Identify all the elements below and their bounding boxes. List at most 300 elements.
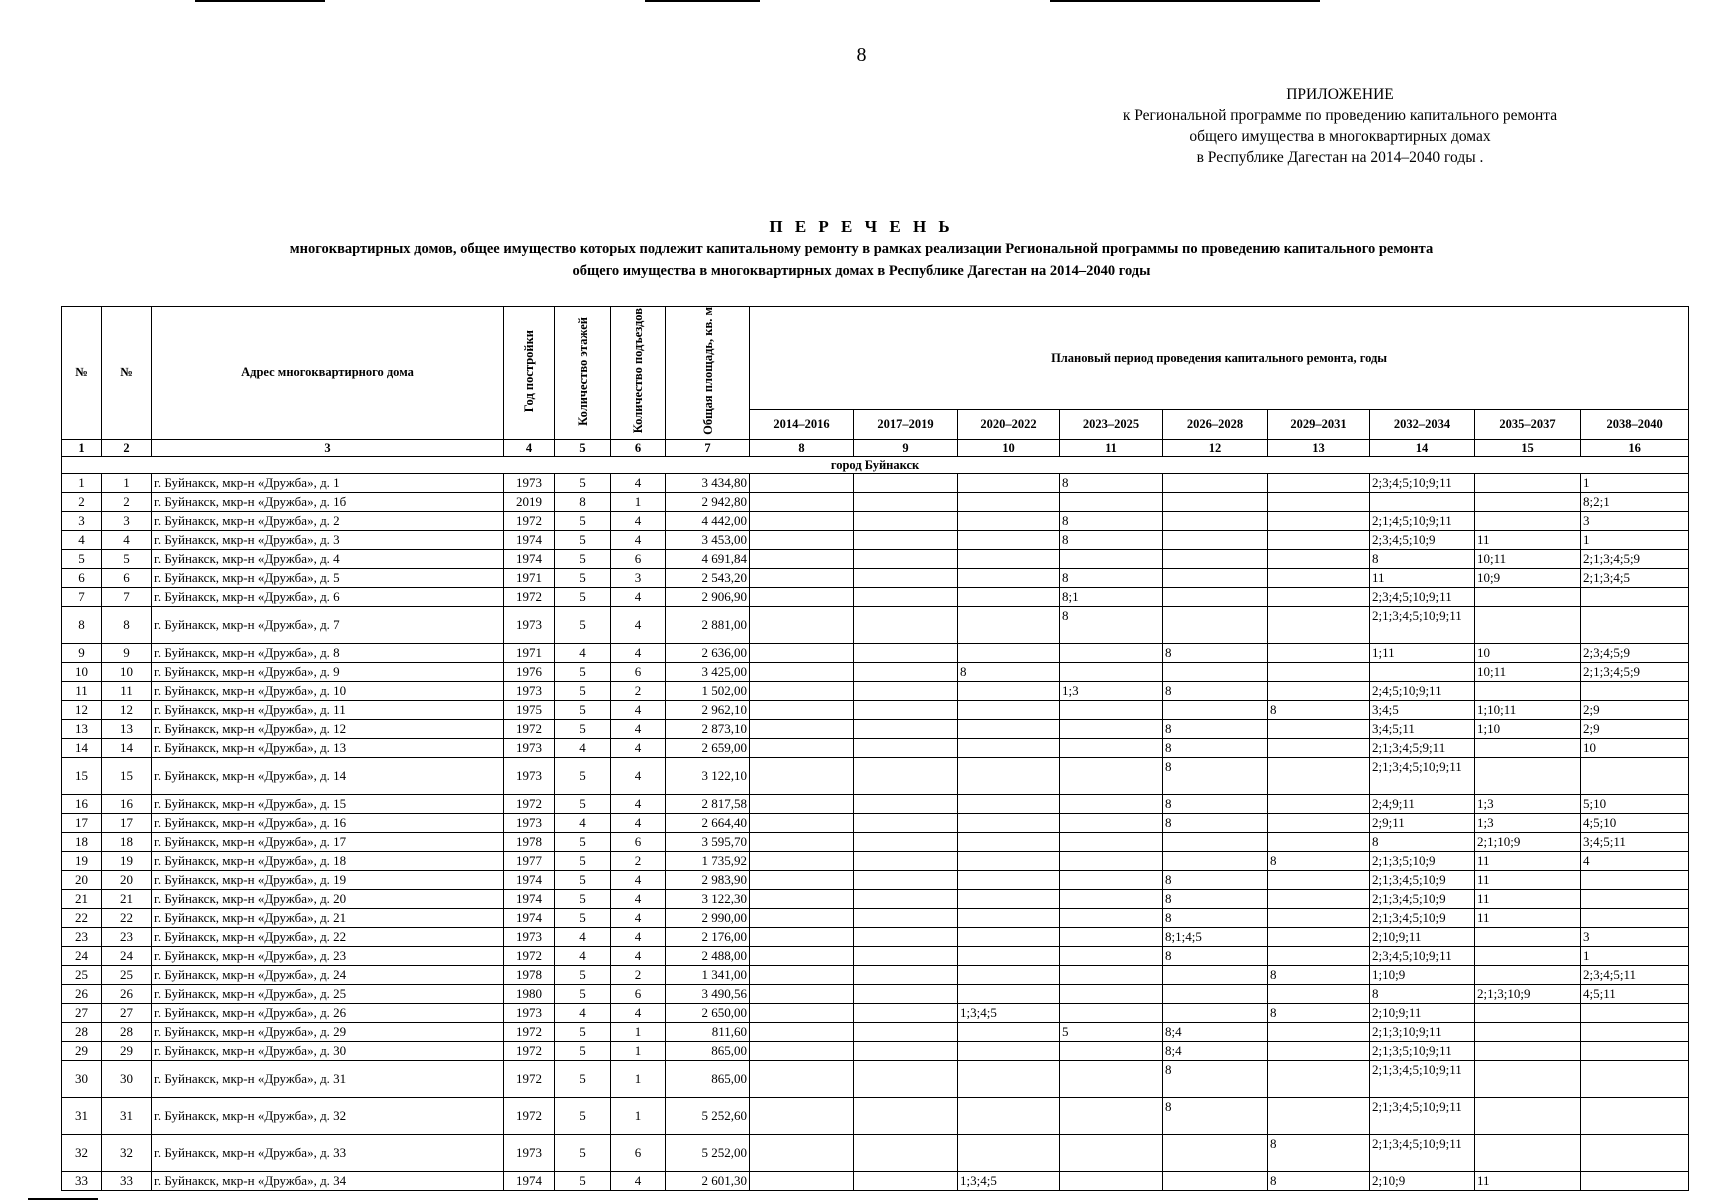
period-cell bbox=[1268, 1041, 1370, 1060]
period-cell: 2;1;3;4;5;10;9 bbox=[1370, 908, 1475, 927]
floors-cell: 5 bbox=[555, 568, 611, 587]
period-cell: 2;10;9;11 bbox=[1370, 1003, 1475, 1022]
period-cell bbox=[750, 1171, 854, 1190]
period-cell: 2;1;3;4;5 bbox=[1581, 568, 1689, 587]
entrances-cell: 4 bbox=[611, 643, 666, 662]
period-cell: 3;4;5;11 bbox=[1581, 832, 1689, 851]
period-cell bbox=[1268, 870, 1370, 889]
area-cell: 3 122,10 bbox=[666, 757, 750, 794]
period-cell: 2;4;9;11 bbox=[1370, 794, 1475, 813]
area-cell: 2 664,40 bbox=[666, 813, 750, 832]
period-header: 2020–2022 bbox=[958, 410, 1060, 439]
row-number: 23 bbox=[62, 927, 102, 946]
period-cell bbox=[1060, 889, 1163, 908]
floors-cell: 4 bbox=[555, 927, 611, 946]
period-cell bbox=[854, 832, 958, 851]
period-cell: 8 bbox=[1268, 1003, 1370, 1022]
period-cell bbox=[854, 965, 958, 984]
address-cell: г. Буйнакск, мкр-н «Дружба», д. 2 bbox=[152, 511, 504, 530]
period-cell bbox=[854, 757, 958, 794]
period-cell: 8;1 bbox=[1060, 587, 1163, 606]
floors-cell: 5 bbox=[555, 1041, 611, 1060]
area-cell: 2 817,58 bbox=[666, 794, 750, 813]
row-number-secondary: 22 bbox=[102, 908, 152, 927]
period-cell: 2;9;11 bbox=[1370, 813, 1475, 832]
area-cell: 3 595,70 bbox=[666, 832, 750, 851]
period-cell bbox=[1370, 662, 1475, 681]
period-cell bbox=[1581, 889, 1689, 908]
period-cell bbox=[1581, 606, 1689, 643]
header-no2: № bbox=[102, 307, 152, 440]
period-cell: 8 bbox=[1163, 1060, 1268, 1097]
period-cell bbox=[750, 606, 854, 643]
period-cell: 8;4 bbox=[1163, 1022, 1268, 1041]
period-cell bbox=[1475, 1060, 1581, 1097]
period-cell: 11 bbox=[1475, 908, 1581, 927]
area-cell: 1 341,00 bbox=[666, 965, 750, 984]
header-no1: № bbox=[62, 307, 102, 440]
floors-cell: 5 bbox=[555, 719, 611, 738]
period-cell bbox=[958, 549, 1060, 568]
row-number-secondary: 15 bbox=[102, 757, 152, 794]
table-row bbox=[62, 757, 1689, 794]
row-number: 13 bbox=[62, 719, 102, 738]
period-cell: 1;10;9 bbox=[1370, 965, 1475, 984]
period-cell: 8 bbox=[1268, 965, 1370, 984]
column-number: 14 bbox=[1370, 439, 1475, 456]
period-cell bbox=[1268, 606, 1370, 643]
period-cell bbox=[958, 643, 1060, 662]
floors-cell: 5 bbox=[555, 511, 611, 530]
address-cell: г. Буйнакск, мкр-н «Дружба», д. 29 bbox=[152, 1022, 504, 1041]
period-cell bbox=[1163, 1171, 1268, 1190]
row-number-secondary: 24 bbox=[102, 946, 152, 965]
period-cell: 8 bbox=[1163, 794, 1268, 813]
row-number: 4 bbox=[62, 530, 102, 549]
year-built-cell: 2019 bbox=[504, 492, 555, 511]
period-cell bbox=[750, 587, 854, 606]
period-cell bbox=[1060, 719, 1163, 738]
period-cell: 4 bbox=[1581, 851, 1689, 870]
year-built-cell: 1973 bbox=[504, 927, 555, 946]
period-cell: 2;1;3;4;5;10;9;11 bbox=[1370, 1134, 1475, 1171]
period-cell bbox=[1268, 832, 1370, 851]
period-cell bbox=[1060, 927, 1163, 946]
row-number-secondary: 5 bbox=[102, 549, 152, 568]
address-cell: г. Буйнакск, мкр-н «Дружба», д. 1б bbox=[152, 492, 504, 511]
table-row bbox=[62, 511, 1689, 530]
period-cell: 8 bbox=[1060, 473, 1163, 492]
row-number-secondary: 17 bbox=[102, 813, 152, 832]
period-cell bbox=[1475, 965, 1581, 984]
period-cell bbox=[750, 530, 854, 549]
period-cell: 3;4;5;11 bbox=[1370, 719, 1475, 738]
row-number-secondary: 32 bbox=[102, 1134, 152, 1171]
period-cell bbox=[750, 568, 854, 587]
year-built-cell: 1971 bbox=[504, 568, 555, 587]
period-header: 2026–2028 bbox=[1163, 410, 1268, 439]
period-cell bbox=[1581, 681, 1689, 700]
period-cell: 1;3 bbox=[1060, 681, 1163, 700]
year-built-cell: 1977 bbox=[504, 851, 555, 870]
year-built-cell: 1974 bbox=[504, 549, 555, 568]
period-cell: 2;3;4;5;11 bbox=[1581, 965, 1689, 984]
address-cell: г. Буйнакск, мкр-н «Дружба», д. 30 bbox=[152, 1041, 504, 1060]
period-cell bbox=[854, 568, 958, 587]
address-cell: г. Буйнакск, мкр-н «Дружба», д. 18 bbox=[152, 851, 504, 870]
table-row bbox=[62, 851, 1689, 870]
period-cell: 1;10 bbox=[1475, 719, 1581, 738]
period-cell bbox=[854, 927, 958, 946]
period-cell bbox=[1163, 549, 1268, 568]
entrances-cell: 4 bbox=[611, 719, 666, 738]
period-cell bbox=[958, 606, 1060, 643]
period-cell bbox=[854, 870, 958, 889]
period-cell bbox=[958, 1060, 1060, 1097]
column-number: 8 bbox=[750, 439, 854, 456]
floors-cell: 5 bbox=[555, 1097, 611, 1134]
period-cell bbox=[750, 1041, 854, 1060]
period-cell bbox=[854, 606, 958, 643]
period-cell bbox=[958, 1134, 1060, 1171]
row-number: 22 bbox=[62, 908, 102, 927]
area-cell: 2 176,00 bbox=[666, 927, 750, 946]
period-cell: 1;3 bbox=[1475, 813, 1581, 832]
area-cell: 3 425,00 bbox=[666, 662, 750, 681]
floors-cell: 5 bbox=[555, 1022, 611, 1041]
year-built-cell: 1974 bbox=[504, 889, 555, 908]
row-number: 11 bbox=[62, 681, 102, 700]
period-cell bbox=[750, 965, 854, 984]
row-number-secondary: 1 bbox=[102, 473, 152, 492]
period-cell bbox=[958, 927, 1060, 946]
period-cell bbox=[1268, 1060, 1370, 1097]
city-group-header: город Буйнакск bbox=[62, 456, 1689, 473]
row-number-secondary: 4 bbox=[102, 530, 152, 549]
row-number: 25 bbox=[62, 965, 102, 984]
address-cell: г. Буйнакск, мкр-н «Дружба», д. 13 bbox=[152, 738, 504, 757]
table-row bbox=[62, 738, 1689, 757]
period-cell: 11 bbox=[1475, 889, 1581, 908]
row-number-secondary: 28 bbox=[102, 1022, 152, 1041]
header-area bbox=[666, 307, 750, 440]
table-row bbox=[62, 662, 1689, 681]
period-cell bbox=[854, 587, 958, 606]
table-row bbox=[62, 889, 1689, 908]
area-cell: 2 962,10 bbox=[666, 700, 750, 719]
table-row bbox=[62, 473, 1689, 492]
period-cell bbox=[1475, 587, 1581, 606]
entrances-cell: 4 bbox=[611, 946, 666, 965]
year-built-cell: 1978 bbox=[504, 965, 555, 984]
row-number: 24 bbox=[62, 946, 102, 965]
period-cell bbox=[1581, 1097, 1689, 1134]
period-cell bbox=[958, 492, 1060, 511]
area-cell: 2 906,90 bbox=[666, 587, 750, 606]
period-cell: 8 bbox=[1060, 568, 1163, 587]
entrances-cell: 6 bbox=[611, 662, 666, 681]
header-entrances bbox=[611, 307, 666, 440]
period-cell bbox=[750, 908, 854, 927]
area-cell: 811,60 bbox=[666, 1022, 750, 1041]
floors-cell: 4 bbox=[555, 1003, 611, 1022]
address-cell: г. Буйнакск, мкр-н «Дружба», д. 32 bbox=[152, 1097, 504, 1134]
entrances-cell: 1 bbox=[611, 1041, 666, 1060]
appendix-line: к Региональной программе по проведению капитального ремонта bbox=[1122, 107, 1558, 124]
period-cell bbox=[1268, 643, 1370, 662]
header-year-built-label: Год постройки bbox=[522, 329, 536, 413]
header-year-built bbox=[504, 307, 555, 440]
period-cell bbox=[1581, 1060, 1689, 1097]
floors-cell: 5 bbox=[555, 606, 611, 643]
period-cell: 8 bbox=[958, 662, 1060, 681]
table-row bbox=[62, 794, 1689, 813]
table-row bbox=[62, 643, 1689, 662]
period-cell: 8 bbox=[1163, 870, 1268, 889]
year-built-cell: 1971 bbox=[504, 643, 555, 662]
period-cell bbox=[1475, 492, 1581, 511]
period-cell bbox=[750, 549, 854, 568]
period-cell bbox=[750, 492, 854, 511]
period-cell bbox=[1475, 946, 1581, 965]
address-cell: г. Буйнакск, мкр-н «Дружба», д. 8 bbox=[152, 643, 504, 662]
period-cell bbox=[1060, 1060, 1163, 1097]
row-number: 17 bbox=[62, 813, 102, 832]
entrances-cell: 4 bbox=[611, 927, 666, 946]
period-cell bbox=[1268, 587, 1370, 606]
table-row bbox=[62, 606, 1689, 643]
period-cell bbox=[1060, 870, 1163, 889]
row-number-secondary: 11 bbox=[102, 681, 152, 700]
appendix-block bbox=[1050, 84, 1630, 168]
period-cell bbox=[750, 700, 854, 719]
row-number-secondary: 13 bbox=[102, 719, 152, 738]
row-number-secondary: 12 bbox=[102, 700, 152, 719]
row-number: 9 bbox=[62, 643, 102, 662]
row-number-secondary: 27 bbox=[102, 1003, 152, 1022]
address-cell: г. Буйнакск, мкр-н «Дружба», д. 19 bbox=[152, 870, 504, 889]
year-built-cell: 1973 bbox=[504, 1003, 555, 1022]
year-built-cell: 1973 bbox=[504, 757, 555, 794]
document-title: П Е Р Е Ч Е Н Ь bbox=[769, 217, 954, 236]
period-cell bbox=[1060, 1171, 1163, 1190]
period-cell: 2;3;4;5;10;9;11 bbox=[1370, 473, 1475, 492]
entrances-cell: 1 bbox=[611, 492, 666, 511]
floors-cell: 5 bbox=[555, 965, 611, 984]
period-cell: 8 bbox=[1370, 832, 1475, 851]
period-cell: 2;1;3;4;5;9;11 bbox=[1370, 738, 1475, 757]
table-row bbox=[62, 1041, 1689, 1060]
table-row bbox=[62, 587, 1689, 606]
period-cell bbox=[750, 927, 854, 946]
year-built-cell: 1974 bbox=[504, 530, 555, 549]
column-number: 1 bbox=[62, 439, 102, 456]
floors-cell: 5 bbox=[555, 1134, 611, 1171]
period-cell bbox=[1268, 530, 1370, 549]
table-row bbox=[62, 681, 1689, 700]
year-built-cell: 1972 bbox=[504, 1097, 555, 1134]
period-cell bbox=[958, 568, 1060, 587]
address-cell: г. Буйнакск, мкр-н «Дружба», д. 14 bbox=[152, 757, 504, 794]
row-number-secondary: 23 bbox=[102, 927, 152, 946]
period-cell bbox=[1475, 738, 1581, 757]
row-number-secondary: 30 bbox=[102, 1060, 152, 1097]
column-number: 3 bbox=[152, 439, 504, 456]
period-cell bbox=[854, 889, 958, 908]
year-built-cell: 1973 bbox=[504, 738, 555, 757]
table-row bbox=[62, 965, 1689, 984]
period-cell: 2;1;3;4;5;10;9;11 bbox=[1370, 757, 1475, 794]
period-cell bbox=[1268, 681, 1370, 700]
floors-cell: 5 bbox=[555, 851, 611, 870]
row-number: 28 bbox=[62, 1022, 102, 1041]
table-row bbox=[62, 1060, 1689, 1097]
table-row bbox=[62, 1003, 1689, 1022]
period-cell: 10;11 bbox=[1475, 662, 1581, 681]
area-cell: 4 442,00 bbox=[666, 511, 750, 530]
row-number-secondary: 3 bbox=[102, 511, 152, 530]
year-built-cell: 1976 bbox=[504, 662, 555, 681]
period-cell bbox=[958, 473, 1060, 492]
period-cell bbox=[854, 719, 958, 738]
period-cell bbox=[1581, 1171, 1689, 1190]
period-cell: 3;4;5 bbox=[1370, 700, 1475, 719]
period-cell: 3 bbox=[1581, 511, 1689, 530]
area-cell: 4 691,84 bbox=[666, 549, 750, 568]
table-row bbox=[62, 813, 1689, 832]
table-row bbox=[62, 568, 1689, 587]
period-cell bbox=[1475, 1097, 1581, 1134]
row-number: 8 bbox=[62, 606, 102, 643]
year-built-cell: 1975 bbox=[504, 700, 555, 719]
period-cell bbox=[958, 700, 1060, 719]
period-cell bbox=[1581, 1003, 1689, 1022]
address-cell: г. Буйнакск, мкр-н «Дружба», д. 20 bbox=[152, 889, 504, 908]
period-cell: 8 bbox=[1370, 984, 1475, 1003]
period-cell: 2;1;3;4;5;10;9;11 bbox=[1370, 606, 1475, 643]
period-cell bbox=[750, 1003, 854, 1022]
period-cell: 4;5;10 bbox=[1581, 813, 1689, 832]
period-cell bbox=[1060, 643, 1163, 662]
header-address: Адрес многоквартирного дома bbox=[152, 307, 504, 440]
period-cell: 8 bbox=[1370, 549, 1475, 568]
period-cell: 2;3;4;5;10;9;11 bbox=[1370, 946, 1475, 965]
period-header: 2029–2031 bbox=[1268, 410, 1370, 439]
period-cell: 2;1;3;4;5;10;9 bbox=[1370, 889, 1475, 908]
year-built-cell: 1973 bbox=[504, 606, 555, 643]
period-cell bbox=[1060, 662, 1163, 681]
period-cell: 2;10;9;11 bbox=[1370, 927, 1475, 946]
entrances-cell: 6 bbox=[611, 549, 666, 568]
period-header: 2023–2025 bbox=[1060, 410, 1163, 439]
year-built-cell: 1974 bbox=[504, 1171, 555, 1190]
entrances-cell: 6 bbox=[611, 1134, 666, 1171]
period-cell bbox=[750, 681, 854, 700]
area-cell: 1 735,92 bbox=[666, 851, 750, 870]
column-number: 7 bbox=[666, 439, 750, 456]
period-cell: 2;9 bbox=[1581, 700, 1689, 719]
period-cell bbox=[854, 1022, 958, 1041]
period-cell bbox=[854, 492, 958, 511]
row-number-secondary: 19 bbox=[102, 851, 152, 870]
period-cell: 8 bbox=[1060, 530, 1163, 549]
row-number-secondary: 21 bbox=[102, 889, 152, 908]
address-cell: г. Буйнакск, мкр-н «Дружба», д. 15 bbox=[152, 794, 504, 813]
document-heading bbox=[100, 216, 1623, 282]
column-number: 11 bbox=[1060, 439, 1163, 456]
entrances-cell: 1 bbox=[611, 1060, 666, 1097]
year-built-cell: 1973 bbox=[504, 473, 555, 492]
period-cell bbox=[854, 1097, 958, 1134]
period-cell bbox=[958, 984, 1060, 1003]
period-cell bbox=[854, 511, 958, 530]
table-row bbox=[62, 832, 1689, 851]
floors-cell: 5 bbox=[555, 1171, 611, 1190]
period-cell: 8 bbox=[1163, 908, 1268, 927]
row-number: 15 bbox=[62, 757, 102, 794]
year-built-cell: 1972 bbox=[504, 511, 555, 530]
period-cell: 2;1;10;9 bbox=[1475, 832, 1581, 851]
row-number: 18 bbox=[62, 832, 102, 851]
row-number: 5 bbox=[62, 549, 102, 568]
area-cell: 3 453,00 bbox=[666, 530, 750, 549]
period-cell bbox=[958, 530, 1060, 549]
period-cell bbox=[1475, 681, 1581, 700]
year-built-cell: 1974 bbox=[504, 908, 555, 927]
period-cell: 8 bbox=[1268, 1134, 1370, 1171]
period-cell bbox=[1268, 946, 1370, 965]
floors-cell: 5 bbox=[555, 530, 611, 549]
period-cell bbox=[1475, 757, 1581, 794]
address-cell: г. Буйнакск, мкр-н «Дружба», д. 6 bbox=[152, 587, 504, 606]
period-cell: 8 bbox=[1163, 719, 1268, 738]
period-cell bbox=[1581, 908, 1689, 927]
year-built-cell: 1972 bbox=[504, 719, 555, 738]
floors-cell: 5 bbox=[555, 908, 611, 927]
period-cell: 8 bbox=[1268, 1171, 1370, 1190]
period-cell bbox=[1163, 606, 1268, 643]
period-cell bbox=[854, 473, 958, 492]
period-cell: 1;11 bbox=[1370, 643, 1475, 662]
address-cell: г. Буйнакск, мкр-н «Дружба», д. 17 bbox=[152, 832, 504, 851]
period-cell: 8 bbox=[1163, 889, 1268, 908]
period-cell: 3 bbox=[1581, 927, 1689, 946]
period-cell: 8 bbox=[1163, 813, 1268, 832]
row-number-secondary: 31 bbox=[102, 1097, 152, 1134]
area-cell: 2 488,00 bbox=[666, 946, 750, 965]
address-cell: г. Буйнакск, мкр-н «Дружба», д. 33 bbox=[152, 1134, 504, 1171]
period-cell: 11 bbox=[1370, 568, 1475, 587]
table-row bbox=[62, 870, 1689, 889]
period-cell bbox=[854, 700, 958, 719]
table-row bbox=[62, 492, 1689, 511]
period-cell bbox=[1268, 511, 1370, 530]
period-cell bbox=[1060, 700, 1163, 719]
area-cell: 865,00 bbox=[666, 1041, 750, 1060]
floors-cell: 4 bbox=[555, 946, 611, 965]
row-number-secondary: 7 bbox=[102, 587, 152, 606]
period-cell: 2;1;3;4;5;10;9 bbox=[1370, 870, 1475, 889]
period-cell: 2;1;3;4;5;9 bbox=[1581, 662, 1689, 681]
area-cell: 2 983,90 bbox=[666, 870, 750, 889]
period-header: 2032–2034 bbox=[1370, 410, 1475, 439]
entrances-cell: 3 bbox=[611, 568, 666, 587]
period-cell bbox=[1268, 662, 1370, 681]
row-number: 14 bbox=[62, 738, 102, 757]
period-cell bbox=[958, 870, 1060, 889]
period-cell bbox=[958, 965, 1060, 984]
year-built-cell: 1972 bbox=[504, 587, 555, 606]
